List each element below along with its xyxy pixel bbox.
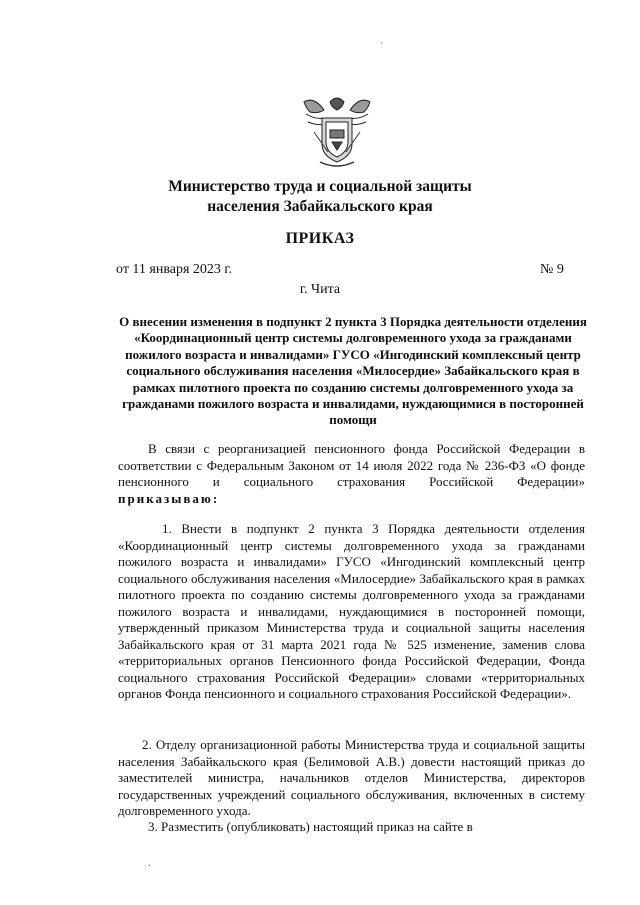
- scan-speck: .: [148, 858, 151, 869]
- ministry-name: Министерство труда и социальной защиты населения Забайкальского края: [168, 178, 472, 215]
- coat-of-arms-emblem: [300, 92, 374, 172]
- order-item-1: 1. Внести в подпункт 2 пункта 3 Порядка деятельности отделения «Координационный центр системы долговременного ухода за гражданами пожилого возраста и инвалидами» ГУСО «Ингодинский комплексный центр социального обслуживания населения «Милосердие» Забайкальского края в рамках пилотного проекта по созданию системы долговременного ухода за гражданами пожилого возраста и инвалидами, нуждающимися в посторонней помощи, утвержденный приказом Министерства труда и социальной защиты населения Забайкальского края от 31 марта 2021 года № 525 изменение, заменив слова «территориальных органов Пенсионного фонда Российской Федерации, Фонда социального страхования Российской Федерации» словами «территориальных органов Фонда пенсионного и социального страхования Российской Федерации».: [118, 521, 585, 701]
- scan-speck: `: [380, 42, 384, 53]
- preamble-paragraph: [118, 441, 585, 507]
- document-type-title: ПРИКАЗ: [285, 230, 355, 247]
- order-item-3: 3. Разместить (опубликовать) настоящий приказ на сайте в: [148, 819, 473, 834]
- order-date: от 11 января 2023 г.: [116, 262, 233, 277]
- order-number: № 9: [540, 262, 564, 277]
- order-keyword: приказываю:: [118, 490, 220, 506]
- order-item-2: 2. Отделу организационной работы Министерства труда и социальной защиты населения Забайкальского края (Белимовой А.В.) довести настоящий приказ до заместителей министра, начальников отделов Министерства, директоров государственных учреждений социального обслуживания, включенных в систему долговременного ухода.: [118, 737, 585, 818]
- order-city: г. Чита: [299, 282, 341, 297]
- preamble-text: В связи с реорганизацией пенсионного фонда Российской Федерации в соответствии с Федеральным Законом от 14 июля 2022 года № 236-ФЗ «О фонде пенсионного и социального страхования Российской Федерации»: [118, 441, 585, 489]
- order-subject: О внесении изменения в подпункт 2 пункта 3 Порядка деятельности отделения «Координационный центр системы долговременного ухода за гражданами пожилого возраста и инвалидами» ГУСО «Ингодинский комплексный центр социального обслуживания населения «Милосердие» Забайкальского края в рамках пилотного проекта по созданию системы долговременного ухода за гражданами пожилого возраста и инвалидами, нуждающимися в посторонней помощи: [119, 314, 587, 428]
